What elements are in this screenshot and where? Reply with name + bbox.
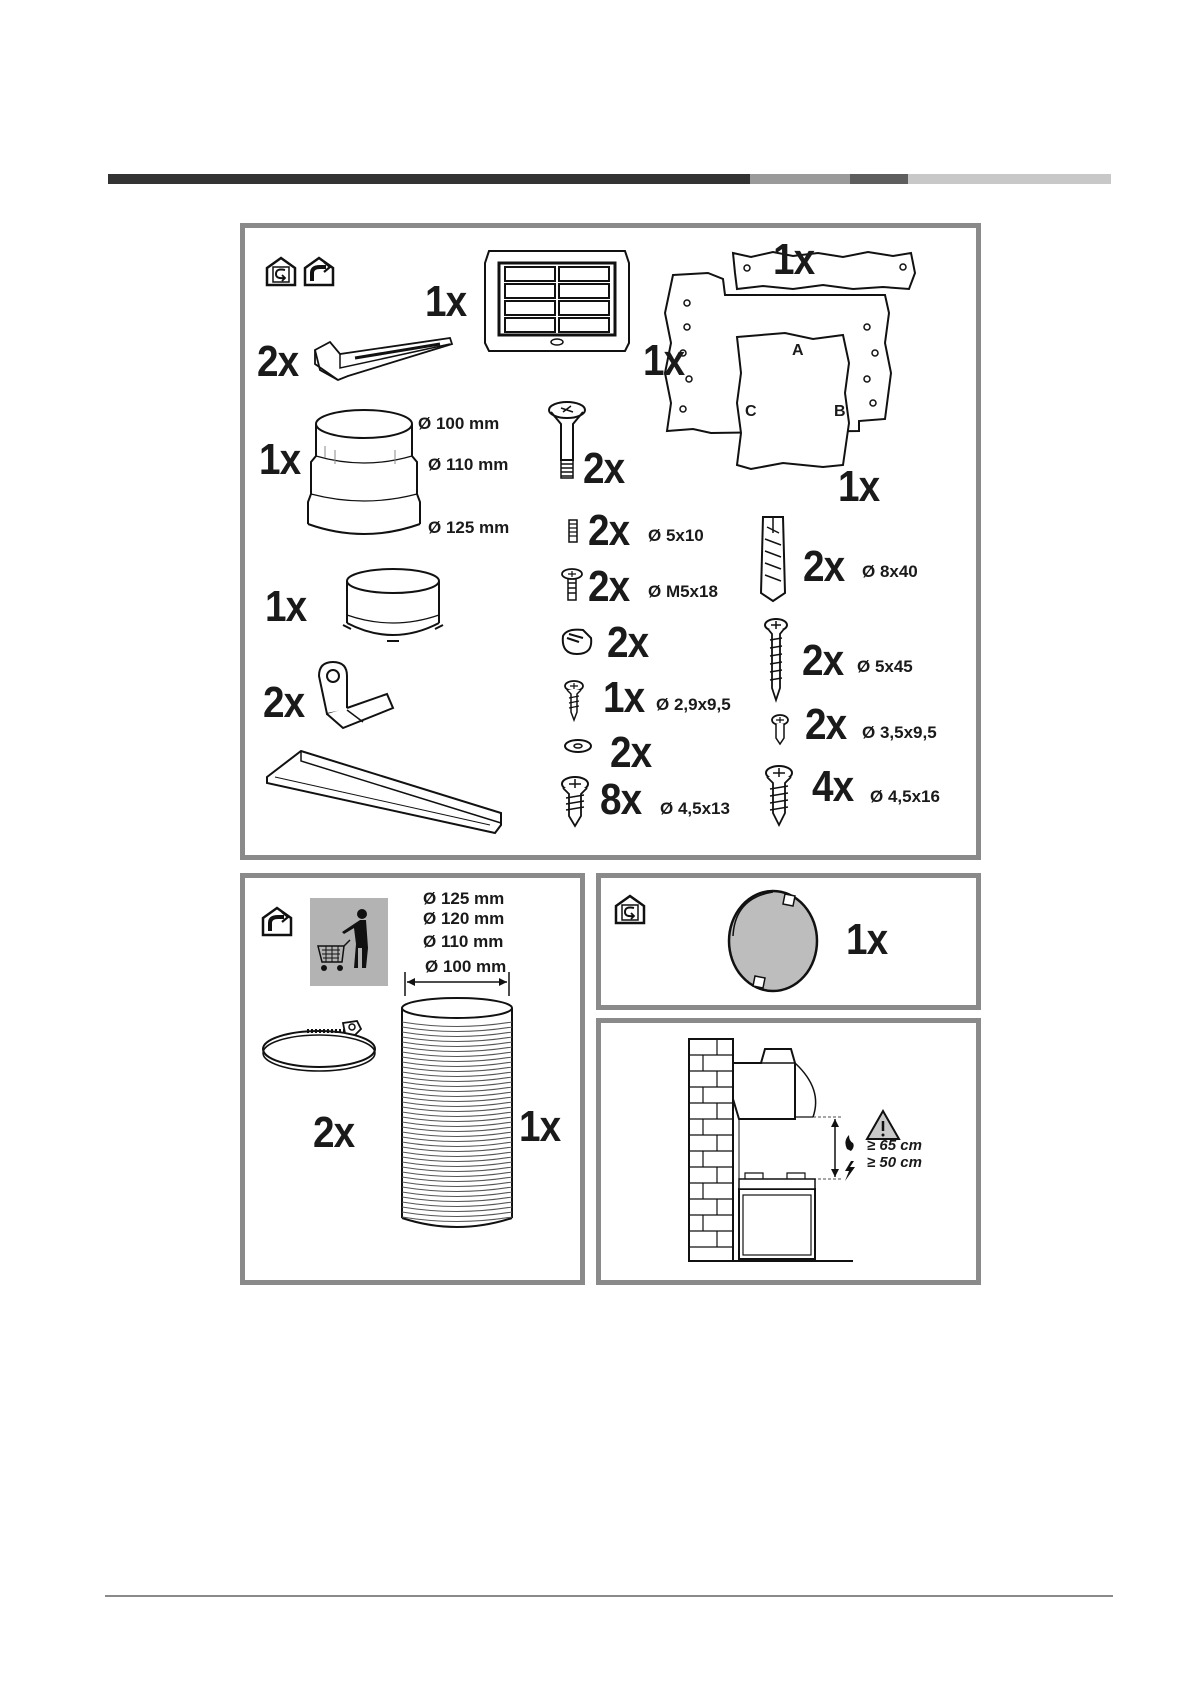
screw-m5-qty: 2x: [588, 562, 630, 611]
header-bar-segment-dark: [108, 174, 750, 184]
knob-clip-drawing: [557, 626, 597, 658]
duct-dim-2: Ø 120 mm: [423, 909, 505, 928]
screw-5x45-drawing: [763, 618, 789, 702]
carbon-filter-drawing: [725, 886, 821, 996]
pin-qty: 2x: [583, 444, 625, 493]
screw-5x45-qty: 2x: [802, 636, 844, 685]
screw-45x13-dim: Ø 4,5x13: [660, 799, 730, 818]
screw-29-drawing: [563, 680, 585, 722]
grub-screw-qty: 2x: [588, 506, 630, 555]
template-letter-b: B: [834, 403, 846, 420]
grub-screw-dim: Ø 5x10: [648, 526, 704, 545]
collar-drawing: [337, 565, 453, 661]
collar-qty: 1x: [265, 582, 307, 631]
header-bar-segment-pale: [908, 174, 1111, 184]
washer-drawing: [563, 738, 593, 754]
screw-35-qty: 2x: [805, 700, 847, 749]
filter-grille-qty: 1x: [425, 277, 467, 326]
extraction-icon: [302, 253, 336, 287]
screw-45x16-drawing: [763, 765, 795, 827]
screw-45x16-dim: Ø 4,5x16: [870, 787, 940, 806]
clip-drawing: [315, 656, 397, 738]
knob-clip-qty: 2x: [607, 618, 649, 667]
extraction-icon: [260, 903, 294, 937]
hose-width-arrow: [403, 972, 511, 996]
header-bar-segment-light: [750, 174, 850, 184]
electric-hob-distance: ≥ 50 cm: [867, 1154, 922, 1171]
clip-qty: 2x: [263, 678, 305, 727]
screw-m5-dim: Ø M5x18: [648, 582, 718, 601]
template-bottom-qty: 1x: [838, 462, 880, 511]
shopping-cart-icon: [310, 898, 388, 986]
screw-5x45-dim: Ø 5x45: [857, 657, 913, 676]
template-letter-a: A: [792, 342, 804, 359]
duct-dim-4: Ø 100 mm: [425, 957, 507, 976]
screw-45x13-qty: 8x: [600, 775, 642, 824]
screw-35-dim: Ø 3,5x9,5: [862, 723, 937, 742]
screw-35-drawing: [770, 714, 790, 746]
screw-45x13-drawing: [559, 776, 591, 828]
carbon-filter-panel: [596, 873, 981, 1010]
reducer-qty: 1x: [259, 435, 301, 484]
duct-dim-1: Ø 125 mm: [423, 889, 505, 908]
angle-strip-drawing: [265, 743, 515, 843]
washer-qty: 2x: [610, 728, 652, 777]
footer-rule: [105, 1595, 1113, 1597]
hose-clamp-qty: 2x: [313, 1108, 355, 1157]
template-left-qty: 1x: [643, 336, 685, 385]
template-top-qty: 1x: [773, 235, 815, 284]
filter-grille-drawing: [477, 243, 637, 358]
screw-29-qty: 1x: [603, 673, 645, 722]
reducer-dim-3: Ø 125 mm: [428, 518, 510, 537]
reducer-dim-1: Ø 100 mm: [418, 414, 500, 433]
grub-screw-drawing: [566, 518, 580, 544]
gas-hob-distance: ≥ 65 cm: [867, 1137, 922, 1154]
flexible-hose-drawing: [398, 996, 516, 1232]
reducer-drawing: [305, 406, 423, 544]
template-letter-c: C: [745, 403, 757, 420]
bracket-drawing: [310, 330, 460, 390]
wall-plug-drawing: [753, 513, 793, 603]
recirculation-icon: [613, 893, 647, 925]
wall-plug-dim: Ø 8x40: [862, 562, 918, 581]
hose-qty: 1x: [519, 1102, 561, 1151]
screw-m5-drawing: [560, 568, 584, 602]
carbon-filter-qty: 1x: [846, 915, 888, 964]
clearance-panel: [596, 1018, 981, 1285]
hose-clamp-drawing: [257, 1013, 387, 1085]
reducer-dim-2: Ø 110 mm: [428, 455, 509, 474]
duct-dim-3: Ø 110 mm: [423, 932, 504, 951]
duct-panel: [240, 873, 585, 1285]
bracket-qty: 2x: [257, 337, 299, 386]
screw-29-dim: Ø 2,9x9,5: [656, 695, 731, 714]
header-bar-segment-mid: [850, 174, 908, 184]
recirculation-icon: [264, 255, 298, 287]
screw-45x16-qty: 4x: [812, 762, 854, 811]
parts-panel: [240, 223, 981, 860]
wall-plug-qty: 2x: [803, 542, 845, 591]
